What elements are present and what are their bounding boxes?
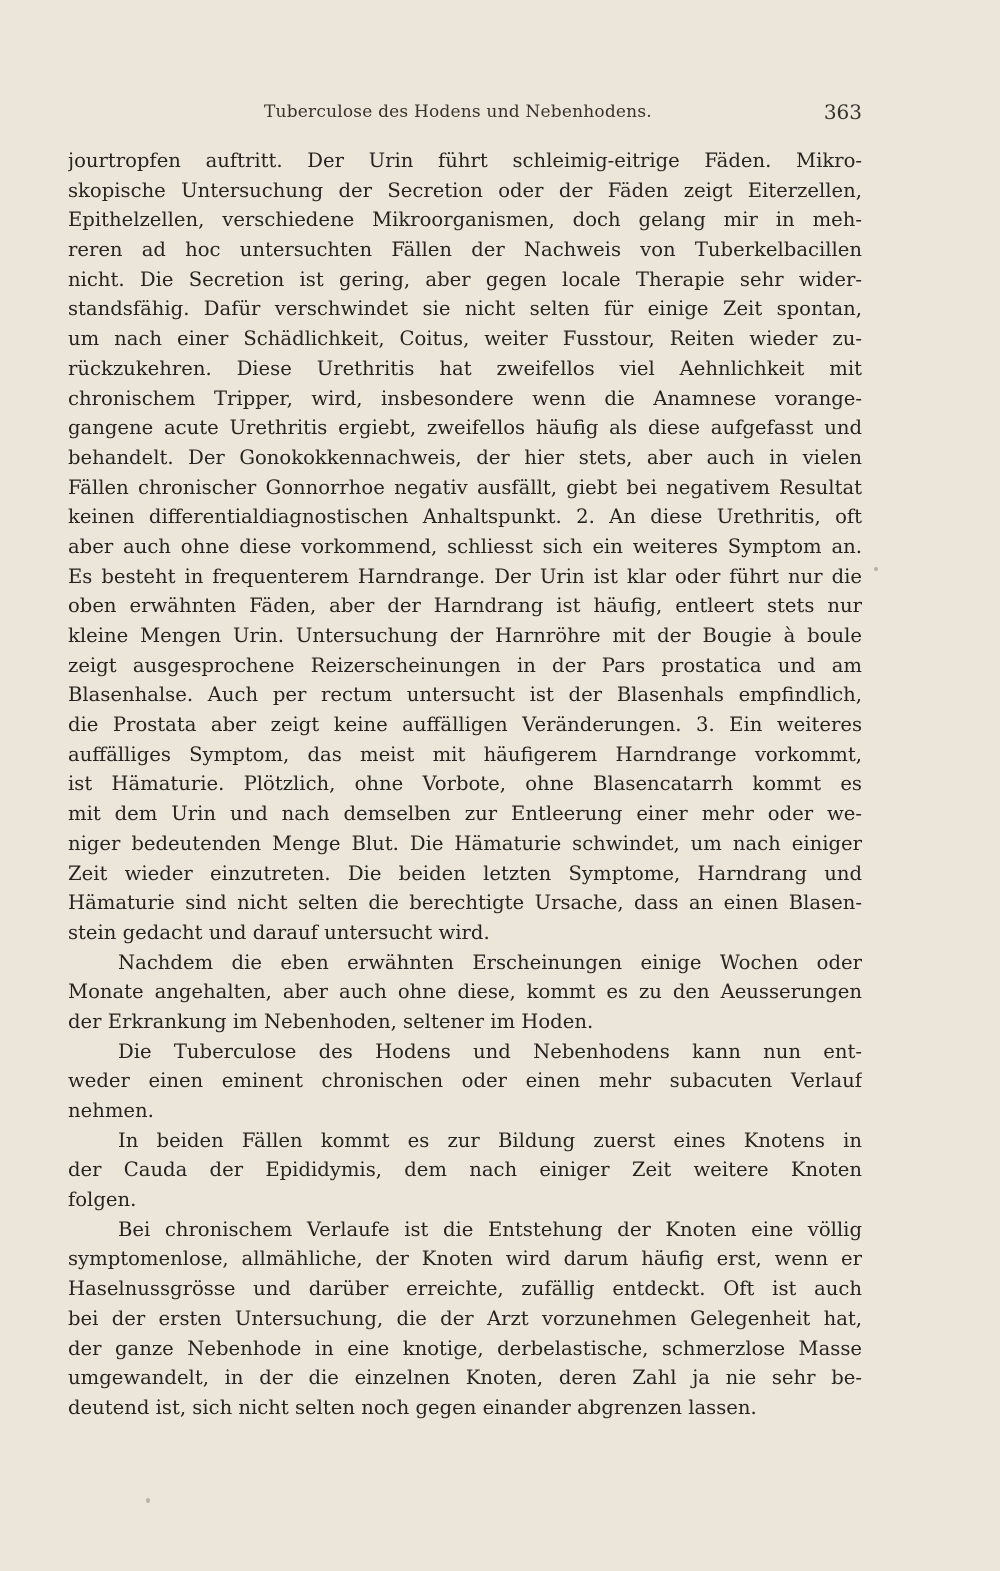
text-line: der ganze Nebenhode in eine knotige, derbelastische, schmerzlose Masse [68, 1336, 862, 1360]
text-line: die Prostata aber zeigt keine auffälligen Veränderungen. 3. Ein weiteres [68, 713, 862, 737]
text-line: reren ad hoc untersuchten Fällen der Nachweis von Tuberkelbacillen [68, 238, 862, 262]
text-line: um nach einer Schädlichkeit, Coitus, weiter Fusstour, Reiten wieder zu- [68, 327, 862, 351]
text-line: symptomenlose, allmähliche, der Knoten wird darum häufig erst, wenn er [68, 1247, 862, 1271]
text-line: nicht. Die Secretion ist gering, aber gegen locale Therapie sehr wider- [68, 267, 862, 291]
text-line: Epithelzellen, verschiedene Mikroorganismen, doch gelang mir in meh- [68, 208, 862, 232]
text-line: oben erwähnten Fäden, aber der Harndrang ist häufig, entleert stets nur [68, 594, 862, 618]
text-line: skopische Untersuchung der Secretion oder der Fäden zeigt Eiterzellen, [68, 178, 862, 202]
text-line: weder einen eminent chronischen oder einen mehr subacuten Verlauf [68, 1069, 862, 1093]
text-line: ist Hämaturie. Plötzlich, ohne Vorbote, ohne Blasencatarrh kommt es [68, 772, 862, 796]
text-line: Blasenhalse. Auch per rectum untersucht ist der Blasenhals empfindlich, [68, 683, 862, 707]
text-line: behandelt. Der Gonokokkennachweis, der hier stets, aber auch in vielen [68, 445, 862, 469]
page-number: 363 [823, 100, 862, 124]
text-line: Zeit wieder einzutreten. Die beiden letzten Symptome, Harndrang und [68, 861, 862, 885]
text-line: auffälliges Symptom, das meist mit häufigerem Harndrange vorkommt, [68, 742, 862, 766]
text-line: standsfähig. Dafür verschwindet sie nicht selten für einige Zeit spontan, [68, 297, 862, 321]
text-line: aber auch ohne diese vorkommend, schliesst sich ein weiteres Symptom an. [68, 534, 862, 558]
text-line: Bei chronischem Verlaufe ist die Entstehung der Knoten eine völlig [118, 1217, 862, 1241]
text-line: deutend ist, sich nicht selten noch gegen einander abgrenzen lassen. [68, 1395, 757, 1419]
text-line: Nachdem die eben erwähnten Erscheinungen einige Wochen oder [118, 950, 862, 974]
text-line: rückzukehren. Diese Urethritis hat zweifellos viel Aehnlichkeit mit [68, 356, 862, 380]
text-line: gangene acute Urethritis ergiebt, zweifellos häufig als diese aufgefasst und [68, 416, 862, 440]
text-line: kleine Mengen Urin. Untersuchung der Harnröhre mit der Bougie à boule [68, 624, 862, 647]
text-line: jourtropfen auftritt. Der Urin führt schleimig-eitrige Fäden. Mikro- [68, 149, 862, 172]
paper-speck [146, 1498, 150, 1503]
text-line: Fällen chronischer Gonnorrhoe negativ ausfällt, giebt bei negativem Resultat [68, 475, 862, 499]
running-head [68, 102, 862, 130]
text-line: der Cauda der Epididymis, dem nach einiger Zeit weitere Knoten [68, 1158, 862, 1182]
running-title: Tuberculose des Hodens und Nebenhodens. [264, 102, 652, 122]
text-line: umgewandelt, in der die einzelnen Knoten, deren Zahl ja nie sehr be- [68, 1366, 862, 1390]
paper-speck [874, 567, 878, 571]
text-line: Die Tuberculose des Hodens und Nebenhodens kann nun ent- [118, 1039, 862, 1063]
text-line: bei der ersten Untersuchung, die der Arzt vorzunehmen Gelegenheit hat, [68, 1306, 862, 1330]
text-line: In beiden Fällen kommt es zur Bildung zuerst eines Knotens in [118, 1128, 862, 1152]
text-line: niger bedeutenden Menge Blut. Die Hämaturie schwindet, um nach einiger [68, 831, 862, 855]
text-line: zeigt ausgesprochene Reizerscheinungen in der Pars prostatica und am [68, 653, 862, 677]
text-line: nehmen. [68, 1099, 154, 1122]
body-text [68, 146, 862, 1423]
text-line: keinen differentialdiagnostischen Anhaltspunkt. 2. An diese Urethritis, oft [68, 505, 862, 529]
text-line: chronischem Tripper, wird, insbesondere wenn die Anamnese vorange- [68, 386, 862, 410]
text-line: folgen. [68, 1188, 137, 1212]
text-line: stein gedacht und darauf untersucht wird. [68, 920, 490, 944]
text-line: Haselnussgrösse und darüber erreichte, zufällig entdeckt. Oft ist auch [68, 1277, 862, 1301]
text-line: Es besteht in frequenterem Harndrange. Der Urin ist klar oder führt nur die [68, 564, 862, 588]
text-line: mit dem Urin und nach demselben zur Entleerung einer mehr oder we- [68, 802, 862, 826]
text-line: Hämaturie sind nicht selten die berechtigte Ursache, dass an einen Blasen- [68, 891, 862, 915]
text-line: Monate angehalten, aber auch ohne diese, kommt es zu den Aeusserungen [68, 980, 862, 1004]
text-line: der Erkrankung im Nebenhoden, seltener im Hoden. [68, 1009, 594, 1033]
